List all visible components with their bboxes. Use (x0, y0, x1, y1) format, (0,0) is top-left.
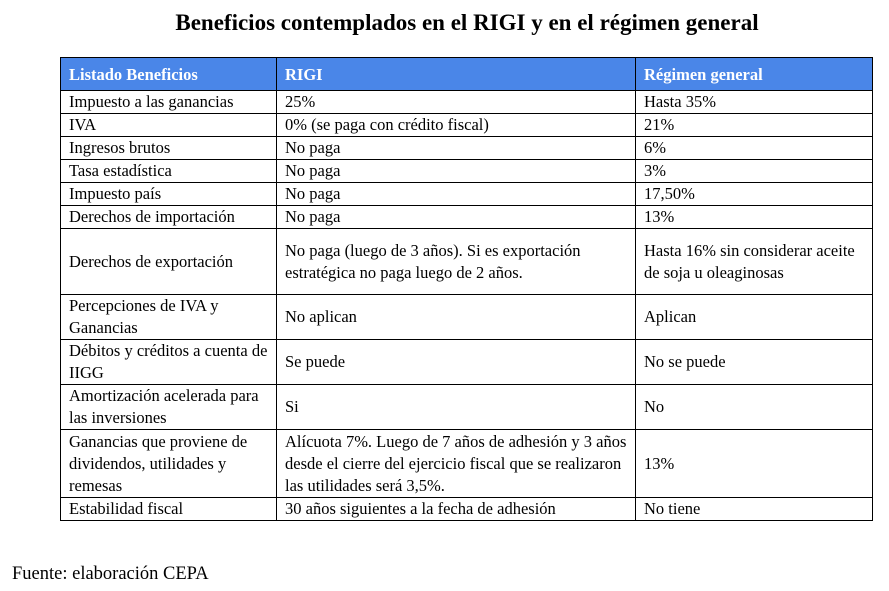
rigi-cell: Alícuota 7%. Luego de 7 años de adhesión y 3 años desde el cierre del ejercicio fiscal que se realizaron las utilidades será 3,5%. (277, 430, 636, 498)
general-cell: Aplican (636, 295, 873, 340)
rigi-cell: No paga (277, 206, 636, 229)
table-row (61, 498, 873, 521)
beneficio-cell: IVA (61, 114, 277, 137)
column-header-beneficio: Listado Beneficios (61, 58, 277, 91)
general-cell: 13% (636, 206, 873, 229)
beneficio-cell: Impuesto país (61, 183, 277, 206)
rigi-cell: No paga (luego de 3 años). Si es exportación estratégica no paga luego de 2 años. (277, 229, 636, 295)
rigi-cell: Se puede (277, 340, 636, 385)
general-cell: 21% (636, 114, 873, 137)
rigi-cell: Si (277, 385, 636, 430)
benefits-table (60, 57, 873, 521)
general-cell: No (636, 385, 873, 430)
column-header-general: Régimen general (636, 58, 873, 91)
table-row (61, 206, 873, 229)
general-cell: 13% (636, 430, 873, 498)
general-cell: 6% (636, 137, 873, 160)
table-row (61, 137, 873, 160)
beneficio-cell: Tasa estadística (61, 160, 277, 183)
beneficio-cell: Derechos de exportación (61, 229, 277, 295)
rigi-cell: No aplican (277, 295, 636, 340)
table-row (61, 183, 873, 206)
rigi-cell: No paga (277, 183, 636, 206)
beneficio-cell: Amortización acelerada para las inversiones (61, 385, 277, 430)
general-cell: No tiene (636, 498, 873, 521)
table-row (61, 340, 873, 385)
beneficio-cell: Percepciones de IVA y Ganancias (61, 295, 277, 340)
beneficio-cell: Débitos y créditos a cuenta de IIGG (61, 340, 277, 385)
table-header-row (61, 58, 873, 91)
rigi-cell: 30 años siguientes a la fecha de adhesión (277, 498, 636, 521)
beneficio-cell: Derechos de importación (61, 206, 277, 229)
table-row (61, 430, 873, 498)
general-cell: Hasta 35% (636, 91, 873, 114)
beneficio-cell: Estabilidad fiscal (61, 498, 277, 521)
table-row (61, 160, 873, 183)
table-row (61, 91, 873, 114)
rigi-cell: 0% (se paga con crédito fiscal) (277, 114, 636, 137)
table-row (61, 114, 873, 137)
table-row (61, 385, 873, 430)
column-header-rigi: RIGI (277, 58, 636, 91)
general-cell: No se puede (636, 340, 873, 385)
beneficio-cell: Ingresos brutos (61, 137, 277, 160)
table-row (61, 295, 873, 340)
beneficio-cell: Ganancias que proviene de dividendos, utilidades y remesas (61, 430, 277, 498)
general-cell: 3% (636, 160, 873, 183)
source-note: Fuente: elaboración CEPA (12, 564, 209, 584)
rigi-cell: 25% (277, 91, 636, 114)
rigi-cell: No paga (277, 137, 636, 160)
general-cell: 17,50% (636, 183, 873, 206)
table-row (61, 229, 873, 295)
beneficio-cell: Impuesto a las ganancias (61, 91, 277, 114)
rigi-cell: No paga (277, 160, 636, 183)
page-title: Beneficios contemplados en el RIGI y en el régimen general (175, 10, 759, 35)
general-cell: Hasta 16% sin considerar aceite de soja u oleaginosas (636, 229, 873, 295)
